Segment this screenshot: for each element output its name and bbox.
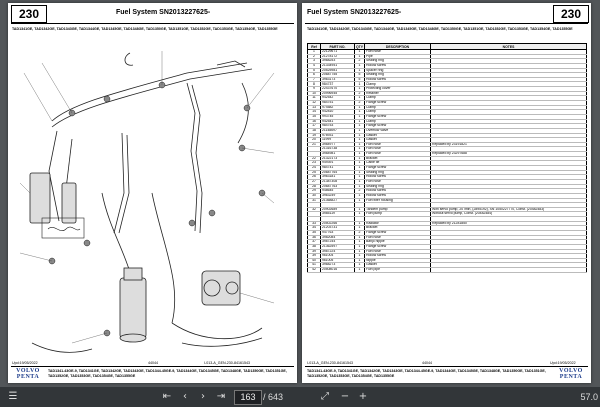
ref-cell: 15 <box>308 114 321 119</box>
ref-cell: 27 <box>308 179 321 184</box>
parts-table <box>307 43 587 273</box>
ref-cell: 30 <box>308 193 321 198</box>
description-cell: Overflow valve <box>365 128 431 133</box>
qty-cell: 1 <box>355 152 365 157</box>
part-no-cell: 20525981 <box>321 68 355 73</box>
footer-model-list: TAD1341-43GE-9, TAD1341GE, TAD1342GE, TAD1343GE, TAD1344-45GE-9, TAD1344GE, TAD1345GE, TAD1348GE, TAD1350GE, TAD1351GE, TAD1352GE, TAD1353GE, TAD1354GE, TAD1355GE <box>48 369 287 378</box>
logo-line-1: VOLVO <box>16 368 40 374</box>
ref-cell: 31 <box>308 198 321 203</box>
part-no-cell: 961005 <box>321 258 355 263</box>
qty-cell: 1 <box>355 124 365 129</box>
ref-cell: 42 <box>308 268 321 273</box>
description-cell: Sealing ring <box>365 184 431 189</box>
description-cell: Retainer <box>365 91 431 96</box>
part-no-cell: 948645 <box>321 189 355 194</box>
description-cell: Flange screw <box>365 124 431 129</box>
ref-cell: 14 <box>308 110 321 115</box>
qty-cell: 1 <box>355 105 365 110</box>
part-no-cell: 3984981 <box>321 152 355 157</box>
footer-rule <box>305 366 588 367</box>
qty-cell: 1 <box>355 235 365 240</box>
ref-cell: 39 <box>308 249 321 254</box>
part-no-cell: 993745 <box>321 114 355 119</box>
page-number-input[interactable]: 163 <box>234 390 262 405</box>
pdf-toolbar <box>0 387 600 407</box>
qty-cell: 1 <box>355 119 365 124</box>
qty-cell: 1 <box>355 207 365 212</box>
qty-cell: 1 <box>355 166 365 171</box>
description-cell: Sealing ring <box>365 170 431 175</box>
ref-cell: 26 <box>308 175 321 180</box>
qty-cell: 1 <box>355 50 365 55</box>
col-qty: QTY <box>356 44 363 49</box>
part-no-cell: 21387308 <box>321 179 355 184</box>
table-row <box>308 268 587 273</box>
description-cell: Gasket <box>365 138 431 143</box>
ref-cell: 37 <box>308 240 321 245</box>
description-cell: Hollow screw <box>365 77 431 82</box>
qty-cell: 1 <box>355 54 365 59</box>
part-no-cell: 942541 <box>321 119 355 124</box>
logo-line-1: VOLVO <box>559 368 583 374</box>
part-no-cell: 947763 <box>321 230 355 235</box>
qty-cell: 1 <box>355 87 365 92</box>
notes-cell: With servo pump, 20 /min, (2895192), SN 1050227770, Const. (20482483) <box>431 207 587 212</box>
qty-cell: 1 <box>355 170 365 175</box>
part-no-cell: 3987224 <box>321 249 355 254</box>
part-no-cell: 20502266 <box>321 221 355 226</box>
qty-cell: 1 <box>355 244 365 249</box>
header-rule <box>11 23 294 24</box>
fuel-system-diagram <box>12 43 293 361</box>
ref-cell: 11 <box>308 96 321 101</box>
footer-date: Upd:19/05/2022 <box>550 361 576 365</box>
logo-line-2: PENTA <box>559 374 583 380</box>
volvo-penta-logo <box>11 368 45 380</box>
part-no-cell: 984737 <box>321 82 355 87</box>
description-cell: Gasket <box>365 133 431 138</box>
part-no-cell: 974582 <box>321 105 355 110</box>
page-number: 230 <box>553 5 589 23</box>
description-cell: Hollow screw <box>365 175 431 180</box>
qty-cell: 2 <box>355 59 365 64</box>
description-cell: Pipe <box>365 54 431 59</box>
description-cell: Fuel hose <box>365 147 431 152</box>
description-cell: Flange screw <box>365 166 431 171</box>
ref-cell: 41 <box>308 263 321 268</box>
part-no-cell: 21203731 <box>321 226 355 231</box>
qty-cell: 2 <box>355 101 365 106</box>
ref-cell: 3 <box>308 59 321 64</box>
footer-model-list: TAD1341-43GE-9, TAD1341GE, TAD1342GE, TAD1343GE, TAD1344-45GE-9, TAD1344GE, TAD1345GE, TAD1348GE, TAD1350GE, TAD1351GE, TAD1352GE, TAD1353GE, TAD1354GE, TAD1355GE <box>307 369 546 378</box>
ref-cell: 19 <box>308 133 321 138</box>
part-no-cell: 942810 <box>321 110 355 115</box>
qty-cell: 1 <box>355 147 365 152</box>
description-cell: Clamp <box>365 96 431 101</box>
ref-cell: 28 <box>308 184 321 189</box>
ref-cell: 4 <box>308 63 321 68</box>
next-page-icon[interactable]: › <box>201 391 205 402</box>
footer-ref: I-013-A_GEN-230-84161543 <box>307 361 353 365</box>
description-cell: Hollow screw <box>365 193 431 198</box>
description-cell: Bracket <box>365 226 431 231</box>
description-cell: Fuel hose <box>365 142 431 147</box>
footer-ref: I-013-A_GEN-230-84161543 <box>204 361 250 365</box>
description-cell: Fuel hose <box>365 179 431 184</box>
description-cell: Nipple <box>365 258 431 263</box>
page-number: 230 <box>11 5 47 23</box>
ref-cell: 25 <box>308 170 321 175</box>
qty-cell: 1 <box>355 82 365 87</box>
part-no-cell: 3982084 <box>321 235 355 240</box>
description-cell: Spacer ring <box>365 68 431 73</box>
footer-date: Upd:19/05/2022 <box>12 361 38 365</box>
description-cell: Fuel pipe <box>365 268 431 273</box>
qty-cell: 1 <box>355 193 365 198</box>
part-no-cell: 3963249 <box>321 193 355 198</box>
part-no-cell: 984753 <box>321 124 355 129</box>
ref-cell: 34 <box>308 226 321 231</box>
description-cell: Bracket <box>365 156 431 161</box>
part-no-cell: 3963181 <box>321 175 355 180</box>
qty-cell: 2 <box>355 230 365 235</box>
qty-cell: 1 <box>355 156 365 161</box>
description-cell: Banjo nipple <box>365 240 431 245</box>
col-ref: Ref <box>308 44 321 50</box>
notes-cell: Replaced by 23191821 <box>431 142 587 147</box>
qty-cell: 1 <box>355 226 365 231</box>
ref-cell: 10 <box>308 91 321 96</box>
description-cell: Clamp <box>365 110 431 115</box>
description-cell: Clamp <box>365 105 431 110</box>
part-no-cell: 21334951 <box>321 63 355 68</box>
description-cell: Flange screw <box>365 101 431 106</box>
header-rule <box>305 23 588 24</box>
part-no-cell: 20687755 <box>321 73 355 78</box>
part-no-cell: 21316738 <box>321 147 355 152</box>
notes-cell: Replaced by 23297688 <box>431 152 587 157</box>
ref-cell: 22 <box>308 156 321 161</box>
part-no-cell: 3985119 <box>321 212 355 217</box>
qty-cell: 1 <box>355 63 365 68</box>
description-cell: Flange screw <box>365 114 431 119</box>
ref-cell: 2 <box>308 54 321 59</box>
col-notes: NOTES <box>431 44 587 50</box>
part-no-cell: 949391 <box>321 161 355 166</box>
prev-page-icon[interactable]: ‹ <box>183 391 187 402</box>
zoom-out-icon[interactable]: − <box>340 391 350 402</box>
description-cell: Flange screw <box>365 230 431 235</box>
footer-rule <box>11 366 294 367</box>
description-cell: Fuel hose <box>365 235 431 240</box>
ref-cell: 13 <box>308 105 321 110</box>
description-cell: Hollow screw <box>365 254 431 259</box>
qty-cell: 1 <box>355 142 365 147</box>
qty-cell: 5 <box>355 73 365 78</box>
qty-cell: 2 <box>355 91 365 96</box>
qty-cell: 1 <box>355 212 365 217</box>
part-no-cell: 20996945 <box>321 91 355 96</box>
qty-cell: 1 <box>355 263 365 268</box>
ref-cell: 12 <box>308 101 321 106</box>
part-no-cell: 984751 <box>321 101 355 106</box>
ref-cell: 40 <box>308 258 321 263</box>
ref-cell: 9 <box>308 87 321 92</box>
qty-cell: 1 <box>355 249 365 254</box>
qty-cell: 1 <box>355 240 365 245</box>
description-cell: Clamp <box>365 82 431 87</box>
qty-cell: 1 <box>355 161 365 166</box>
part-no-cell: 11999 <box>321 138 355 143</box>
qty-cell: 1 <box>355 110 365 115</box>
qty-cell: 1 <box>355 221 365 226</box>
part-no-cell: 21362597 <box>321 244 355 249</box>
part-no-cell: 3984977 <box>321 142 355 147</box>
description-cell: Radiator <box>365 221 431 226</box>
qty-cell: 2 <box>355 189 365 194</box>
notes-cell: Replaced by 21281850 <box>431 221 587 226</box>
part-no-cell: 20687763 <box>321 184 355 189</box>
description-cell: Sealing ring <box>365 73 431 78</box>
qty-cell: 1 <box>355 68 365 73</box>
description-cell: Flange screw <box>365 244 431 249</box>
qty-cell: 1 <box>355 198 365 203</box>
ref-cell: 32 <box>308 207 321 212</box>
ref-cell: 39 <box>308 254 321 259</box>
description-cell: Hollow screw <box>365 63 431 68</box>
ref-cell: 23 <box>308 161 321 166</box>
zoom-level[interactable]: 57.0 <box>580 392 598 402</box>
part-no-cell: 942542 <box>321 96 355 101</box>
logo-line-2: PENTA <box>16 374 40 380</box>
description-cell: Cable tie <box>365 161 431 166</box>
description-cell: Fuel hose <box>365 152 431 157</box>
qty-cell: 1 <box>355 258 365 263</box>
ref-cell: 7 <box>308 77 321 82</box>
part-no-cell: 20902689 <box>321 207 355 212</box>
ref-cell: 16 <box>308 119 321 124</box>
part-no-cell: 3987244 <box>321 240 355 245</box>
part-no-cell: 20508016 <box>321 268 355 273</box>
description-cell: Tandem pump <box>365 207 431 212</box>
part-no-cell: 22437670 <box>321 87 355 92</box>
ref-cell: 36 <box>308 235 321 240</box>
ref-cell: 24 <box>308 166 321 171</box>
ref-cell: 35 <box>308 230 321 235</box>
part-no-cell: 21368827 <box>321 198 355 203</box>
qty-cell: 1 <box>355 184 365 189</box>
part-no-cell: 21278172 <box>321 54 355 59</box>
description-cell: Clamp <box>365 119 431 124</box>
part-no-cell: 3963173 <box>321 77 355 82</box>
part-no-cell: 961004 <box>321 254 355 259</box>
col-part-no: PART NO. <box>321 44 355 50</box>
ref-cell: 21 <box>308 142 321 147</box>
description-cell: Fuel pump <box>365 212 431 217</box>
qty-cell: 5 <box>355 77 365 82</box>
description-cell: Hollow screw <box>365 189 431 194</box>
model-list: TAD1341GE, TAD1342GE, TAD1343GE, TAD1344GE, TAD1345GE, TAD1348GE, TAD1350GE, TAD1351GE, TAD1352GE, TAD1353GE, TAD1354GE, TAD1355GE <box>307 27 573 31</box>
ref-cell: 18 <box>308 128 321 133</box>
fit-page-icon[interactable]: ⤢ <box>321 391 329 402</box>
ref-cell: 8 <box>308 82 321 87</box>
qty-cell: 1 <box>355 179 365 184</box>
ref-cell: 5 <box>308 68 321 73</box>
qty-cell: 1 <box>355 96 365 101</box>
ref-cell: 17 <box>308 124 321 129</box>
part-no-cell: 21148697 <box>321 128 355 133</box>
footer-code: 44044 <box>422 361 432 365</box>
left-page <box>8 3 297 383</box>
part-no-cell: 978931 <box>321 133 355 138</box>
qty-cell: 1 <box>355 175 365 180</box>
notes-cell <box>431 268 587 273</box>
description-cell: Fuel filter housing <box>365 198 431 203</box>
page-title: Fuel System SN2013227625- <box>116 9 211 16</box>
ref-cell: 1 <box>308 50 321 55</box>
footer-code: 44044 <box>148 361 158 365</box>
part-no-cell: 21322173 <box>321 156 355 161</box>
ref-cell: 6 <box>308 73 321 78</box>
qty-cell: 1 <box>355 254 365 259</box>
zoom-in-icon[interactable]: + <box>358 391 368 402</box>
part-no-cell: 3968253 <box>321 59 355 64</box>
qty-cell: 1 <box>355 133 365 138</box>
part-no-cell: 3968273 <box>321 263 355 268</box>
description-cell: Gasket <box>365 263 431 268</box>
ref-cell: 38 <box>308 244 321 249</box>
first-page-icon[interactable]: ⇤ <box>162 391 172 402</box>
col-description: DESCRIPTION <box>365 44 431 50</box>
part-no-cell: 984741 <box>321 166 355 171</box>
description-cell: Fuel hose <box>365 249 431 254</box>
qty-cell: 1 <box>355 114 365 119</box>
description-cell: Fuel hose <box>365 50 431 55</box>
qty-cell: 1 <box>355 138 365 143</box>
qty-cell: 1 <box>355 268 365 273</box>
description-cell: Protecting cover <box>365 87 431 92</box>
volvo-penta-logo <box>554 368 588 380</box>
ref-cell: 29 <box>308 189 321 194</box>
description-cell: Sealing ring <box>365 59 431 64</box>
model-list: TAD1341GE, TAD1342GE, TAD1343GE, TAD1344GE, TAD1345GE, TAD1348GE, TAD1350GE, TAD1351GE, TAD1352GE, TAD1353GE, TAD1354GE, TAD1355GE <box>12 27 278 31</box>
sidebar-icon[interactable]: ☰ <box>8 391 18 402</box>
ref-cell: 20 <box>308 138 321 143</box>
page-title: Fuel System SN2013227625- <box>307 9 402 16</box>
last-page-icon[interactable]: ⇥ <box>216 391 226 402</box>
page-total: / 643 <box>263 392 284 402</box>
right-page <box>302 3 591 383</box>
part-no-cell: 22129671 <box>321 50 355 55</box>
part-no-cell: 20687764 <box>321 170 355 175</box>
notes-cell: Without servo pump, Const. (20482484) <box>431 212 587 217</box>
ref-cell: 33 <box>308 221 321 226</box>
qty-cell: 1 <box>355 128 365 133</box>
